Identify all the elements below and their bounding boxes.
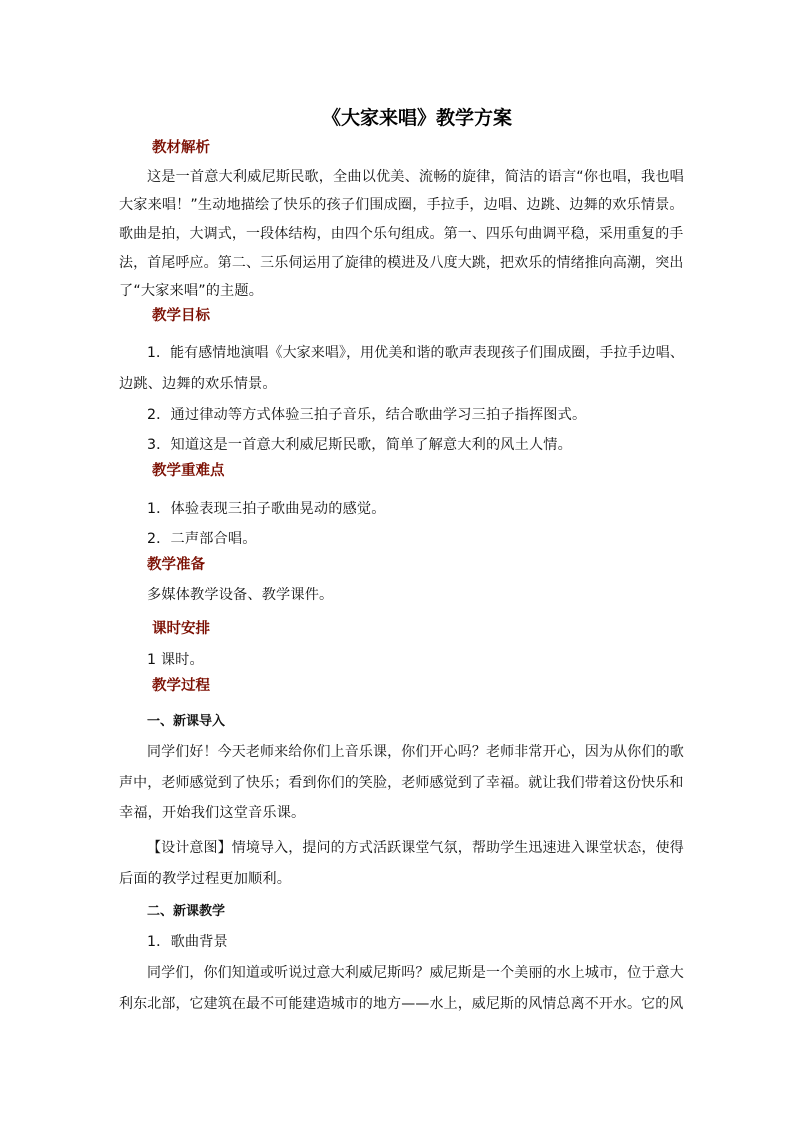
intro-line: 幸福，开始我们这堂音乐课。 — [119, 805, 306, 821]
section-heading-process: 教学过程 — [152, 677, 210, 694]
section-heading-goals: 教学目标 — [152, 307, 210, 324]
section-heading-key-points: 教学重难点 — [152, 462, 225, 479]
intro-line: 声中，老师感觉到了快乐；看到你们的笑脸，老师感觉到了幸福。就让我们带着这份快乐和 — [119, 775, 684, 791]
section-heading-schedule: 课时安排 — [152, 620, 210, 637]
process-subheading-teaching: 二、新课教学 — [147, 904, 226, 919]
analysis-line: 这是一首意大利威尼斯民歌，全曲以优美、流畅的旋律，简洁的语言“你也唱，我也唱 — [147, 169, 684, 185]
analysis-line: 大家来唱！”生动地描绘了快乐的孩子们围成圈，手拉手，边唱、边跳、边舞的欢乐情景。 — [119, 197, 684, 213]
section-heading-preparation: 教学准备 — [147, 556, 205, 573]
process-subheading-intro: 一、新课导入 — [147, 714, 226, 729]
goals-line: 3．知道这是一首意大利威尼斯民歌，简单了解意大利的风土人情。 — [147, 437, 572, 453]
intro-line: 【设计意图】情境导入，提问的方式活跃课堂气氛，帮助学生迅速进入课堂状态，使得 — [147, 840, 684, 856]
page-title: 《大家来唱》教学方案 — [322, 107, 513, 129]
goals-line: 1．能有感情地演唱《大家来唱》，用优美和谐的歌声表现孩子们围成圈，手拉手边唱、 — [147, 345, 684, 361]
section-heading-analysis: 教材解析 — [152, 139, 210, 156]
goals-line: 2．通过律动等方式体验三拍子音乐，结合歌曲学习三拍子指挥图式。 — [147, 407, 587, 423]
preparation-line: 多媒体教学设备、教学课件。 — [147, 587, 334, 603]
teaching-item: 1．歌曲背景 — [147, 934, 228, 950]
key-points-line: 2．二声部合唱。 — [147, 531, 257, 547]
key-points-line: 1．体验表现三拍子歌曲晃动的感觉。 — [147, 501, 386, 517]
schedule-line: 1 课时。 — [147, 652, 204, 668]
analysis-line: 了“大家来唱”的主题。 — [119, 283, 264, 299]
analysis-line: 法，首尾呼应。第二、三乐伺运用了旋律的模进及八度大跳，把欢乐的情绪推向高潮，突出 — [119, 255, 684, 271]
teaching-line: 同学们，你们知道或听说过意大利威尼斯吗？威尼斯是一个美丽的水上城市，位于意大 — [147, 965, 684, 981]
analysis-line: 歌曲是拍，大调式，一段体结构，由四个乐句组成。第一、四乐句曲调平稳，采用重复的手 — [119, 226, 684, 242]
teaching-line: 利东北部，它建筑在最不可能建造城市的地方——水上，威尼斯的风情总离不开水。它的风 — [119, 996, 684, 1012]
intro-line: 同学们好！今天老师来给你们上音乐课，你们开心吗？老师非常开心，因为从你们的歌 — [147, 744, 684, 760]
intro-line: 后面的教学过程更加顺利。 — [119, 871, 292, 887]
goals-line: 边跳、边舞的欢乐情景。 — [119, 376, 277, 392]
